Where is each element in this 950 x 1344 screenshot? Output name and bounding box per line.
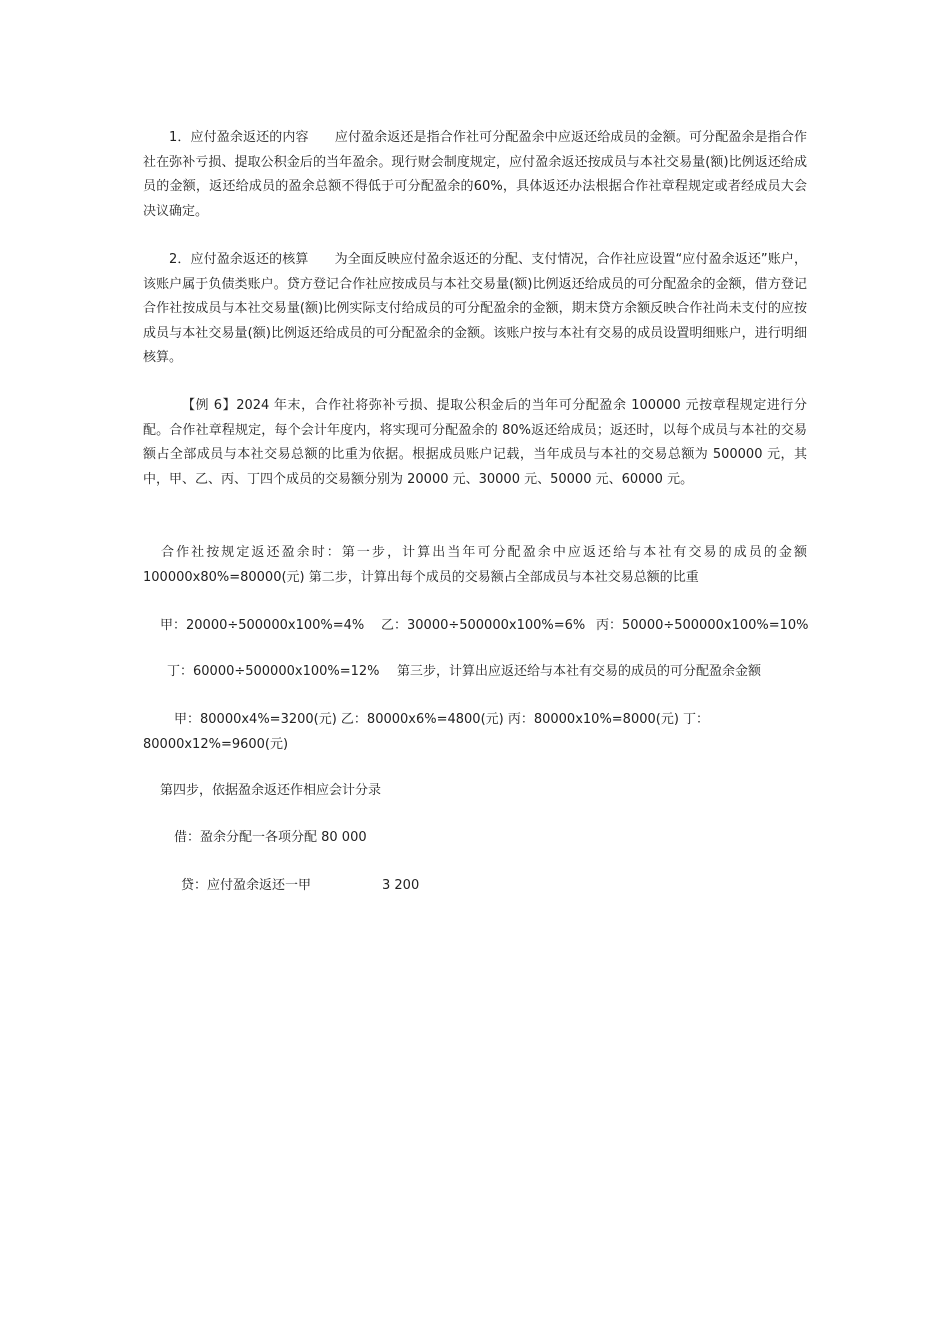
step-four-text: 第四步，依据盈余返还作相应会计分录 xyxy=(160,783,382,798)
return-amounts-line-1: 甲：80000x4%=3200(元) 乙：80000x6%=4800(元) 丙：80000x10%=8000(元) 丁： xyxy=(174,712,710,727)
paragraph-dividend-return-accounting: 2．应付盈余返还的核算 为全面反映应付盈余返还的分配、支付情况，合作社应设置“应付盈余返还”账户，该账户属于负债类账户。贷方登记合作社应按成员与本社交易量(额)比例返还给成员的可分配盈余的金额，借方登记合作社按成员与本社交易量(额)比例实际支付给成员的可分配盈余的金额，期末贷方余额反映合作社尚未支付的应按成员与本社交易量(额)比例返还给成员的可分配盈余的金额。该账户按与本社有交易的成员设置明细账户，进行明细核算。 xyxy=(143,252,807,365)
paragraph-dividend-return-content: 1．应付盈余返还的内容 应付盈余返还是指合作社可分配盈余中应返还给成员的金额。可分配盈余是指合作社在弥补亏损、提取公积金后的当年盈余。现行财会制度规定，应付盈余返还按成员与本社交易量(额)比例返还给成员的金额，返还给成员的盈余总额不得低于可分配盈余的60%，具体返还办法根据合作社章程规定或者经成员大会决议确定。 xyxy=(143,130,807,219)
ratio-bing: 丙：50000÷500000x100%=10% xyxy=(596,618,809,633)
ratio-ding: 丁：60000÷500000x100%=12% xyxy=(167,664,380,679)
journal-entry-credit-label: 贷：应付盈余返还一甲 xyxy=(181,878,312,893)
return-amounts-line-2: 80000x12%=9600(元) xyxy=(143,737,289,752)
journal-entry-debit: 借：盈余分配一各项分配 80 000 xyxy=(174,830,367,845)
journal-entry-credit-amount: 3 200 xyxy=(382,878,420,893)
ratio-yi: 乙：30000÷500000x100%=6% xyxy=(381,618,586,633)
ratio-jia: 甲：20000÷500000x100%=4% xyxy=(160,618,365,633)
paragraph-step-one-two: 合作社按规定返还盈余时：第一步，计算出当年可分配盈余中应返还给与本社有交易的成员的金额 100000x80%=80000(元) 第二步，计算出每个成员的交易额占全部成员与本社交易总额的比重 xyxy=(143,545,807,585)
paragraph-example-6: 【例 6】2024 年末，合作社将弥补亏损、提取公积金后的当年可分配盈余 100000 元按章程规定进行分配。合作社章程规定，每个会计年度内，将实现可分配盈余的 80%返还给成员；返还时，以每个成员与本社的交易额占全部成员与本社交易总额的比重为依据。根据成员账户记载，当年成员与本社的交易总额为 500000 元，其中，甲、乙、丙、丁四个成员的交易额分别为 20000 元、30000 元、50000 元、60000 元。 xyxy=(143,398,807,487)
step-three-text: 第三步，计算出应返还给与本社有交易的成员的可分配盈余金额 xyxy=(397,664,762,679)
